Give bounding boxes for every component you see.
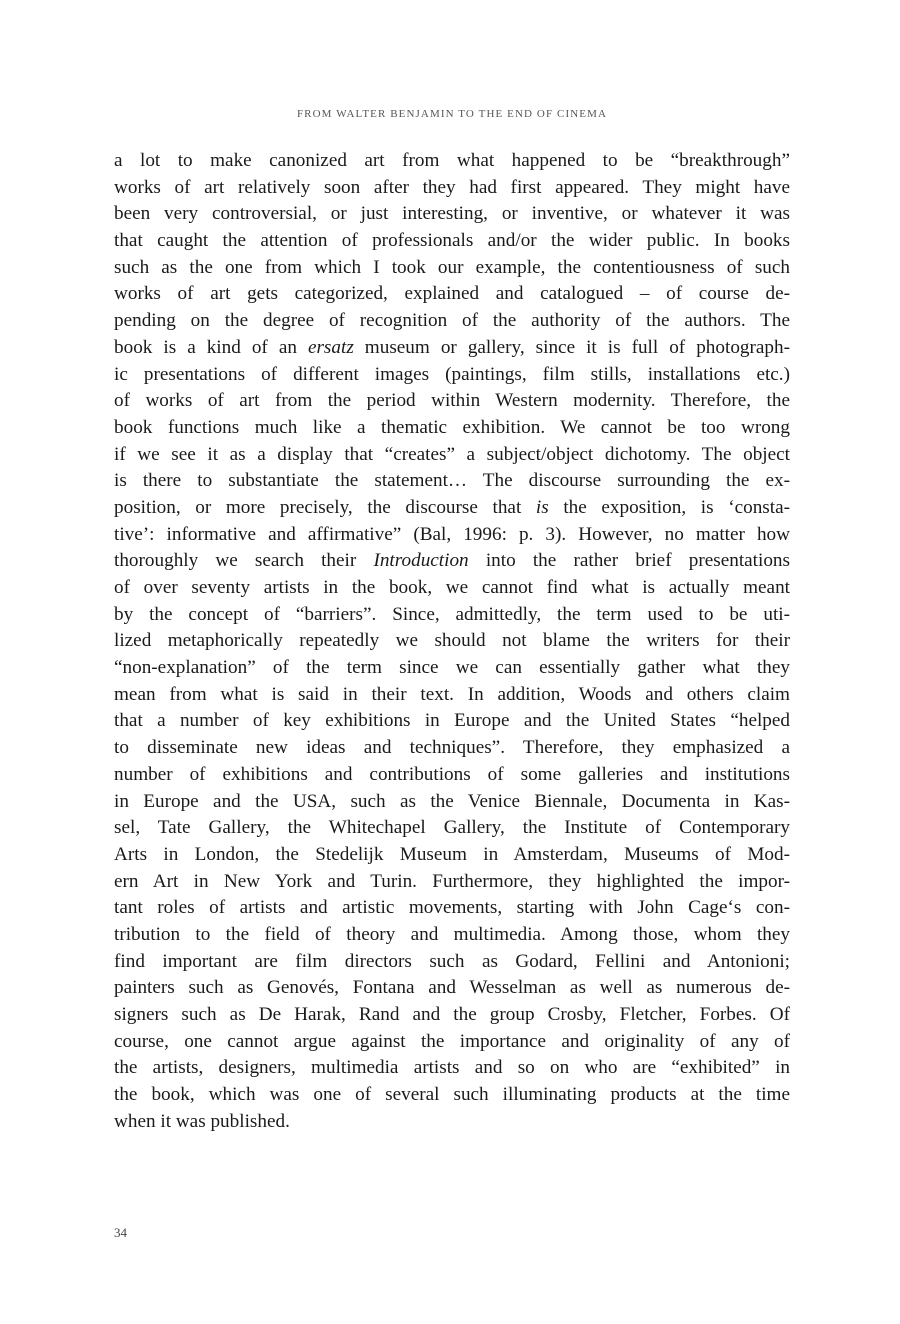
text-segment: thoroughly we search their <box>114 550 374 572</box>
text-line <box>114 655 790 682</box>
text-segment: ic presentations of different images (paintings, film stills, installations etc.) <box>114 363 790 385</box>
text-segment: been very controversial, or just interesting, or inventive, or whatever it was <box>114 203 790 225</box>
italic-term: ersatz <box>307 336 354 358</box>
text-line <box>114 602 790 629</box>
page-number: 34 <box>114 1225 127 1240</box>
text-line <box>114 708 790 735</box>
text-line <box>114 735 790 762</box>
text-line <box>114 495 790 522</box>
text-segment: mean from what is said in their text. In addition, Woods and others claim <box>114 683 790 705</box>
text-line <box>114 308 790 335</box>
text-segment: Arts in London, the Stedelijk Museum in Amsterdam, Museums of Mod- <box>114 843 790 865</box>
text-line <box>114 468 790 495</box>
text-segment: book functions much like a thematic exhibition. We cannot be too wrong <box>114 416 790 438</box>
text-segment: a lot to make canonized art from what happened to be “breakthrough” <box>114 150 790 171</box>
text-segment: works of art relatively soon after they had first appeared. They might have <box>114 176 790 198</box>
text-segment: such as the one from which I took our example, the contentiousness of such <box>114 256 790 278</box>
text-segment: is there to substantiate the statement… The discourse surrounding the ex- <box>114 470 790 492</box>
text-segment: by the concept of “barriers”. Since, admittedly, the term used to be uti- <box>114 603 790 625</box>
italic-term: is <box>535 496 549 518</box>
text-line <box>114 175 790 202</box>
text-segment: tive’: informative and affirmative” (Bal, 1996: p. 3). However, no matter how <box>114 523 790 545</box>
text-segment: tant roles of artists and artistic movements, starting with John Cage‘s con- <box>114 897 790 919</box>
text-segment: if we see it as a display that “creates” a subject/object dichotomy. The object <box>114 443 790 465</box>
text-segment: “non-explanation” of the term since we can essentially gather what they <box>114 657 790 679</box>
text-line <box>114 362 790 389</box>
text-segment: that a number of key exhibitions in Europe and the United States “helped <box>114 710 790 732</box>
text-segment: find important are film directors such as Godard, Fellini and Antonioni; <box>114 950 790 972</box>
text-line <box>114 201 790 228</box>
text-line <box>114 228 790 255</box>
text-line <box>114 895 790 922</box>
text-segment: position, or more precisely, the discourse that <box>114 496 536 518</box>
text-line <box>114 255 790 282</box>
text-line <box>114 522 790 549</box>
text-segment: of works of art from the period within Western modernity. Therefore, the <box>114 390 790 412</box>
text-segment: painters such as Genovés, Fontana and Wesselman as well as numerous de- <box>114 977 790 999</box>
text-line <box>114 922 790 949</box>
running-head: FROM WALTER BENJAMIN TO THE END OF CINEMA <box>296 108 608 120</box>
text-segment: ern Art in New York and Turin. Furthermore, they highlighted the impor- <box>114 870 790 892</box>
text-segment: course, one cannot argue against the importance and originality of any of <box>114 1030 790 1052</box>
text-segment: lized metaphorically repeatedly we should not blame the writers for their <box>114 630 790 652</box>
text-line <box>114 842 790 869</box>
text-line <box>114 682 790 709</box>
text-line <box>114 1002 790 1029</box>
text-segment: in Europe and the USA, such as the Venice Biennale, Documenta in Kas- <box>114 790 790 812</box>
text-line <box>114 1055 790 1082</box>
text-segment: the book, which was one of several such illuminating products at the time <box>114 1084 790 1106</box>
text-line <box>114 548 790 575</box>
text-segment: signers such as De Harak, Rand and the group Crosby, Fletcher, Forbes. Of <box>114 1004 790 1025</box>
text-segment: pending on the degree of recognition of the authority of the authors. The <box>114 310 790 332</box>
text-segment: book is a kind of an <box>114 336 308 358</box>
text-segment: works of art gets categorized, explained and catalogued – of course de- <box>114 283 790 305</box>
text-segment: when it was published. <box>114 1110 290 1132</box>
text-segment: to disseminate new ideas and techniques”. Therefore, they emphasized a <box>114 737 790 759</box>
body-text <box>114 148 790 1135</box>
text-line <box>114 949 790 976</box>
text-line <box>114 1029 790 1056</box>
text-line <box>114 388 790 415</box>
text-segment: tribution to the field of theory and multimedia. Among those, whom they <box>114 923 790 945</box>
text-line <box>114 442 790 469</box>
text-line <box>114 975 790 1002</box>
text-line <box>114 1082 790 1109</box>
text-segment: museum or gallery, since it is full of photograph- <box>353 336 790 358</box>
text-segment: the artists, designers, multimedia artists and so on who are “exhibited” in <box>114 1057 790 1079</box>
text-line <box>114 1109 790 1136</box>
text-segment: sel, Tate Gallery, the Whitechapel Gallery, the Institute of Contemporary <box>114 817 790 839</box>
text-segment: that caught the attention of professionals and/or the wider public. In books <box>114 230 790 252</box>
text-segment: into the rather brief presentations <box>468 550 790 572</box>
text-line <box>114 148 790 175</box>
text-segment: of over seventy artists in the book, we cannot find what is actually meant <box>114 577 790 598</box>
text-line <box>114 789 790 816</box>
text-line <box>114 575 790 602</box>
italic-term: Introduction <box>373 550 469 572</box>
text-line <box>114 335 790 362</box>
text-line <box>114 415 790 442</box>
text-segment: the exposition, is ‘consta- <box>548 496 790 518</box>
text-line <box>114 628 790 655</box>
text-line <box>114 815 790 842</box>
text-segment: number of exhibitions and contributions of some galleries and institutions <box>114 763 790 785</box>
text-line <box>114 762 790 789</box>
text-line <box>114 869 790 896</box>
text-line <box>114 281 790 308</box>
